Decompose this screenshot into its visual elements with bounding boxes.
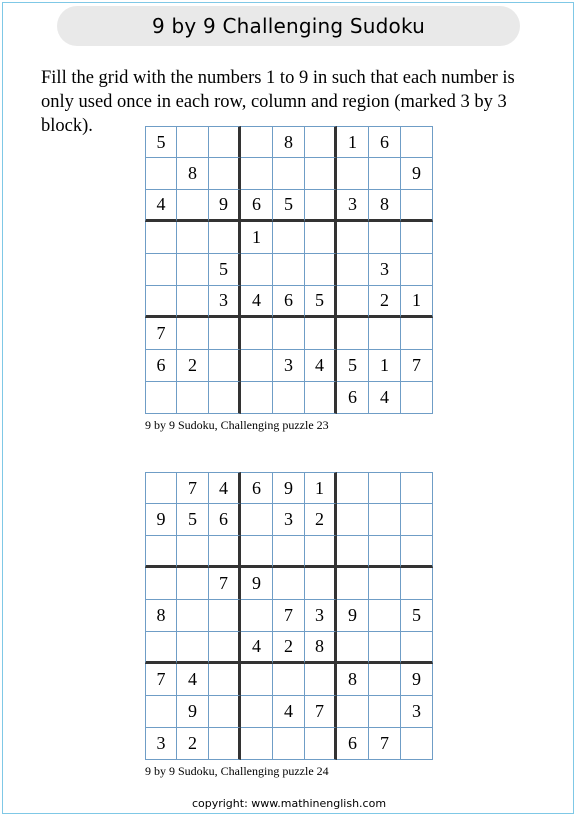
- sudoku-cell[interactable]: 7: [401, 350, 433, 382]
- sudoku-cell[interactable]: [401, 536, 433, 568]
- sudoku-cell[interactable]: 3: [209, 286, 241, 318]
- sudoku-cell[interactable]: [145, 696, 177, 728]
- sudoku-cell[interactable]: [369, 222, 401, 254]
- sudoku-cell[interactable]: [241, 696, 273, 728]
- sudoku-cell[interactable]: [177, 190, 209, 222]
- sudoku-cell[interactable]: [273, 222, 305, 254]
- sudoku-cell[interactable]: [145, 632, 177, 664]
- sudoku-cell[interactable]: [241, 350, 273, 382]
- sudoku-cell[interactable]: 2: [305, 504, 337, 536]
- sudoku-cell[interactable]: 5: [337, 350, 369, 382]
- sudoku-cell[interactable]: 2: [273, 632, 305, 664]
- sudoku-cell[interactable]: [209, 696, 241, 728]
- sudoku-cell[interactable]: [401, 318, 433, 350]
- sudoku-cell[interactable]: [305, 536, 337, 568]
- title-banner: [57, 6, 520, 46]
- sudoku-cell[interactable]: [209, 158, 241, 190]
- sudoku-cell[interactable]: [337, 472, 369, 504]
- sudoku-cell[interactable]: 1: [241, 222, 273, 254]
- sudoku-cell[interactable]: 9: [401, 158, 433, 190]
- sudoku-cell[interactable]: [177, 126, 209, 158]
- sudoku-cell[interactable]: [401, 382, 433, 414]
- sudoku-cell[interactable]: [401, 126, 433, 158]
- sudoku-cell[interactable]: [241, 254, 273, 286]
- sudoku-cell[interactable]: 1: [337, 126, 369, 158]
- sudoku-cell[interactable]: 2: [177, 350, 209, 382]
- sudoku-cell[interactable]: [241, 600, 273, 632]
- sudoku-cell[interactable]: 8: [369, 190, 401, 222]
- sudoku-cell[interactable]: 1: [369, 350, 401, 382]
- sudoku-cell[interactable]: [177, 382, 209, 414]
- sudoku-cell[interactable]: [369, 632, 401, 664]
- sudoku-cell[interactable]: [177, 318, 209, 350]
- sudoku-cell[interactable]: 3: [401, 696, 433, 728]
- sudoku-cell[interactable]: 8: [305, 632, 337, 664]
- sudoku-cell[interactable]: 3: [273, 504, 305, 536]
- sudoku-cell[interactable]: [273, 568, 305, 600]
- sudoku-cell[interactable]: 9: [241, 568, 273, 600]
- sudoku-cell[interactable]: [273, 728, 305, 760]
- page-title: 9 by 9 Challenging Sudoku: [152, 14, 425, 38]
- sudoku-cell[interactable]: 3: [273, 350, 305, 382]
- sudoku-cell[interactable]: 9: [145, 504, 177, 536]
- sudoku-cell[interactable]: [369, 472, 401, 504]
- sudoku-cell[interactable]: [241, 728, 273, 760]
- sudoku-cell[interactable]: [241, 536, 273, 568]
- copyright-footer: copyright: www.mathinenglish.com: [191, 797, 387, 810]
- sudoku-cell[interactable]: [145, 568, 177, 600]
- sudoku-grid-puzzle-24: [145, 472, 433, 760]
- sudoku-cell[interactable]: [337, 536, 369, 568]
- sudoku-cell[interactable]: [273, 254, 305, 286]
- sudoku-cell[interactable]: [305, 664, 337, 696]
- sudoku-cell[interactable]: [369, 568, 401, 600]
- sudoku-cell[interactable]: [369, 318, 401, 350]
- sudoku-cell[interactable]: [241, 504, 273, 536]
- sudoku-cell[interactable]: 6: [337, 728, 369, 760]
- sudoku-cell[interactable]: [177, 632, 209, 664]
- sudoku-cell[interactable]: 4: [209, 472, 241, 504]
- sudoku-cell[interactable]: 8: [273, 126, 305, 158]
- sudoku-cell[interactable]: 6: [273, 286, 305, 318]
- sudoku-cell[interactable]: [177, 222, 209, 254]
- sudoku-cell[interactable]: [369, 158, 401, 190]
- sudoku-cell[interactable]: 6: [209, 504, 241, 536]
- sudoku-cell[interactable]: [305, 190, 337, 222]
- sudoku-cell[interactable]: 9: [177, 696, 209, 728]
- sudoku-cell[interactable]: 7: [177, 472, 209, 504]
- sudoku-cell[interactable]: [145, 158, 177, 190]
- sudoku-cell[interactable]: [401, 632, 433, 664]
- sudoku-cell[interactable]: [273, 664, 305, 696]
- sudoku-cell[interactable]: [273, 158, 305, 190]
- sudoku-cell[interactable]: 7: [305, 696, 337, 728]
- sudoku-cell[interactable]: 5: [305, 286, 337, 318]
- sudoku-cell[interactable]: [337, 222, 369, 254]
- sudoku-cell[interactable]: [145, 472, 177, 504]
- puzzle-caption: 9 by 9 Sudoku, Challenging puzzle 23: [145, 418, 329, 432]
- sudoku-cell[interactable]: [209, 600, 241, 632]
- sudoku-cell[interactable]: 2: [369, 286, 401, 318]
- sudoku-cell[interactable]: 7: [369, 728, 401, 760]
- sudoku-cell[interactable]: [145, 222, 177, 254]
- sudoku-cell[interactable]: 5: [209, 254, 241, 286]
- sudoku-cell[interactable]: 5: [273, 190, 305, 222]
- sudoku-cell[interactable]: 3: [305, 600, 337, 632]
- sudoku-cell[interactable]: 9: [337, 600, 369, 632]
- instructions-text: Fill the grid with the numbers 1 to 9 in such that each number is only used once in each row, column and region (marked 3 by 3 block).: [41, 68, 515, 136]
- sudoku-cell[interactable]: [305, 728, 337, 760]
- sudoku-cell[interactable]: [337, 568, 369, 600]
- sudoku-cell[interactable]: [209, 350, 241, 382]
- sudoku-cell[interactable]: 6: [145, 350, 177, 382]
- sudoku-cell[interactable]: 7: [209, 568, 241, 600]
- sudoku-cell[interactable]: 8: [337, 664, 369, 696]
- sudoku-grid-puzzle-23: [145, 126, 433, 414]
- sudoku-cell[interactable]: [241, 318, 273, 350]
- sudoku-cell[interactable]: [209, 126, 241, 158]
- sudoku-cell[interactable]: 7: [273, 600, 305, 632]
- sudoku-cell[interactable]: [241, 382, 273, 414]
- sudoku-cell[interactable]: [145, 286, 177, 318]
- sudoku-cell[interactable]: 3: [145, 728, 177, 760]
- sudoku-cell[interactable]: 6: [241, 190, 273, 222]
- sudoku-cell[interactable]: [241, 126, 273, 158]
- sudoku-cell[interactable]: [209, 536, 241, 568]
- sudoku-cell[interactable]: [209, 318, 241, 350]
- sudoku-cell[interactable]: [177, 600, 209, 632]
- sudoku-cell[interactable]: 5: [177, 504, 209, 536]
- sudoku-cell[interactable]: [401, 222, 433, 254]
- sudoku-cell[interactable]: 6: [241, 472, 273, 504]
- sudoku-cell[interactable]: [209, 222, 241, 254]
- sudoku-cell[interactable]: [337, 286, 369, 318]
- sudoku-cell[interactable]: [369, 504, 401, 536]
- sudoku-cell[interactable]: [305, 568, 337, 600]
- sudoku-cell[interactable]: [401, 254, 433, 286]
- sudoku-cell[interactable]: [177, 536, 209, 568]
- puzzle-caption: 9 by 9 Sudoku, Challenging puzzle 24: [145, 764, 329, 778]
- sudoku-cell[interactable]: [337, 632, 369, 664]
- sudoku-cell[interactable]: [241, 158, 273, 190]
- sudoku-cell[interactable]: 9: [273, 472, 305, 504]
- sudoku-cell[interactable]: 7: [145, 318, 177, 350]
- sudoku-cell[interactable]: 3: [369, 254, 401, 286]
- sudoku-cell[interactable]: [401, 190, 433, 222]
- sudoku-cell[interactable]: 3: [337, 190, 369, 222]
- sudoku-cell[interactable]: [305, 158, 337, 190]
- sudoku-cell[interactable]: [209, 632, 241, 664]
- sudoku-cell[interactable]: 4: [305, 350, 337, 382]
- sudoku-cell[interactable]: 4: [369, 382, 401, 414]
- sudoku-cell[interactable]: [177, 568, 209, 600]
- sudoku-cell[interactable]: 4: [241, 632, 273, 664]
- sudoku-cell[interactable]: [337, 318, 369, 350]
- sudoku-cell[interactable]: [145, 254, 177, 286]
- sudoku-cell[interactable]: [209, 382, 241, 414]
- sudoku-cell[interactable]: [273, 536, 305, 568]
- sudoku-cell[interactable]: 8: [145, 600, 177, 632]
- sudoku-cell[interactable]: [337, 254, 369, 286]
- sudoku-cell[interactable]: 6: [337, 382, 369, 414]
- sudoku-cell[interactable]: [401, 728, 433, 760]
- sudoku-cell[interactable]: [369, 664, 401, 696]
- sudoku-cell[interactable]: 4: [145, 190, 177, 222]
- sudoku-cell[interactable]: [305, 254, 337, 286]
- sudoku-cell[interactable]: [209, 728, 241, 760]
- sudoku-cell[interactable]: 9: [209, 190, 241, 222]
- sudoku-cell[interactable]: [305, 382, 337, 414]
- sudoku-cell[interactable]: [401, 472, 433, 504]
- sudoku-cell[interactable]: [305, 318, 337, 350]
- sudoku-cell[interactable]: [305, 222, 337, 254]
- sudoku-cell[interactable]: 1: [401, 286, 433, 318]
- sudoku-cell[interactable]: 4: [273, 696, 305, 728]
- sudoku-cell[interactable]: 2: [177, 728, 209, 760]
- sudoku-cell[interactable]: [305, 126, 337, 158]
- sudoku-cell[interactable]: [337, 504, 369, 536]
- sudoku-cell[interactable]: [177, 254, 209, 286]
- sudoku-cell[interactable]: 5: [145, 126, 177, 158]
- sudoku-cell[interactable]: 7: [145, 664, 177, 696]
- sudoku-cell[interactable]: 9: [401, 664, 433, 696]
- sudoku-cell[interactable]: [401, 504, 433, 536]
- sudoku-cell[interactable]: [145, 536, 177, 568]
- sudoku-cell[interactable]: [369, 536, 401, 568]
- sudoku-cell[interactable]: [241, 664, 273, 696]
- sudoku-cell[interactable]: [369, 696, 401, 728]
- sudoku-cell[interactable]: 4: [177, 664, 209, 696]
- sudoku-cell[interactable]: [273, 382, 305, 414]
- sudoku-cell[interactable]: [401, 568, 433, 600]
- sudoku-cell[interactable]: [337, 696, 369, 728]
- sudoku-cell[interactable]: [177, 286, 209, 318]
- sudoku-cell[interactable]: [209, 664, 241, 696]
- sudoku-cell[interactable]: [369, 600, 401, 632]
- sudoku-cell[interactable]: 5: [401, 600, 433, 632]
- sudoku-cell[interactable]: 8: [177, 158, 209, 190]
- sudoku-cell[interactable]: 1: [305, 472, 337, 504]
- sudoku-cell[interactable]: [273, 318, 305, 350]
- sudoku-cell[interactable]: [145, 382, 177, 414]
- sudoku-cell[interactable]: [337, 158, 369, 190]
- sudoku-cell[interactable]: 4: [241, 286, 273, 318]
- sudoku-cell[interactable]: 6: [369, 126, 401, 158]
